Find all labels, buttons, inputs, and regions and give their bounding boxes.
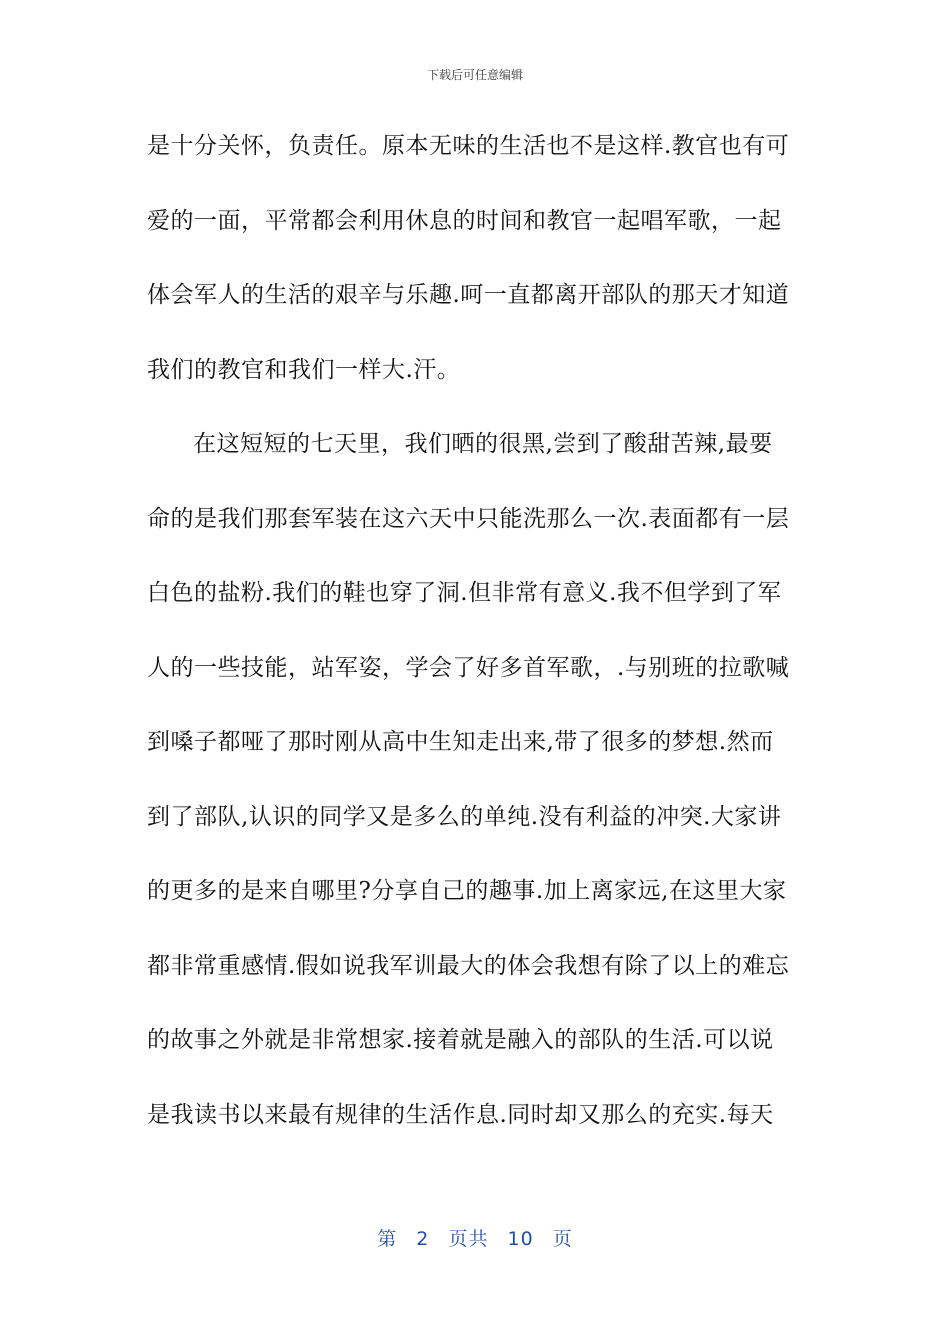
text-line: 的故事之外就是非常想家.接着就是融入的部队的生活.可以说 (147, 1027, 774, 1053)
text-line: 体会军人的生活的艰辛与乐趣.呵一直都离开部队的那天才知道 (147, 282, 790, 308)
text-line: 在这短短的七天里，我们晒的很黑,尝到了酸甜苦辣,最要 (193, 431, 773, 457)
text-line: 我们的教官和我们一样大.汗。 (147, 356, 461, 383)
total-page-number: 10 (507, 1228, 534, 1250)
text-line: 爱的一面，平常都会利用休息的时间和教官一起唱军歌，一起 (147, 207, 782, 234)
text-line: 到嗓子都哑了那时刚从高中生知走出来,带了很多的梦想.然而 (147, 729, 774, 755)
body-text (147, 120, 805, 1163)
page-footer (0, 1224, 950, 1251)
text-line: 白色的盐粉.我们的鞋也穿了洞.但非常有意义.我不但学到了军 (147, 580, 782, 606)
text-line: 人的一些技能，站军姿，学会了好多首军歌，.与别班的拉歌喊 (147, 654, 790, 681)
paragraph-1 (147, 120, 805, 418)
text-line: 是我读书以来最有规律的生活作息.同时却又那么的充实.每天 (147, 1101, 774, 1128)
text-line: 的更多的是来自哪里?分享自己的趣事.加上离家远,在这里大家 (147, 878, 787, 904)
footer-label-end: 页 (552, 1228, 573, 1250)
footer-label-page: 第 (377, 1228, 398, 1250)
paragraph-2 (147, 418, 805, 1163)
text-line: 到了部队,认识的同学又是多么的单纯.没有利益的冲突.大家讲 (147, 803, 782, 830)
text-line: 命的是我们那套军装在这六天中只能洗那么一次.表面都有一层 (147, 505, 790, 532)
footer-label-total: 页共 (448, 1228, 489, 1250)
current-page-number: 2 (416, 1228, 430, 1250)
text-line: 是十分关怀，负责任。原本无味的生活也不是这样.教官也有可 (147, 133, 790, 159)
page-header: 下载后可任意编辑 (426, 68, 523, 82)
text-line: 都非常重感情.假如说我军训最大的体会我想有除了以上的难忘 (147, 952, 790, 979)
